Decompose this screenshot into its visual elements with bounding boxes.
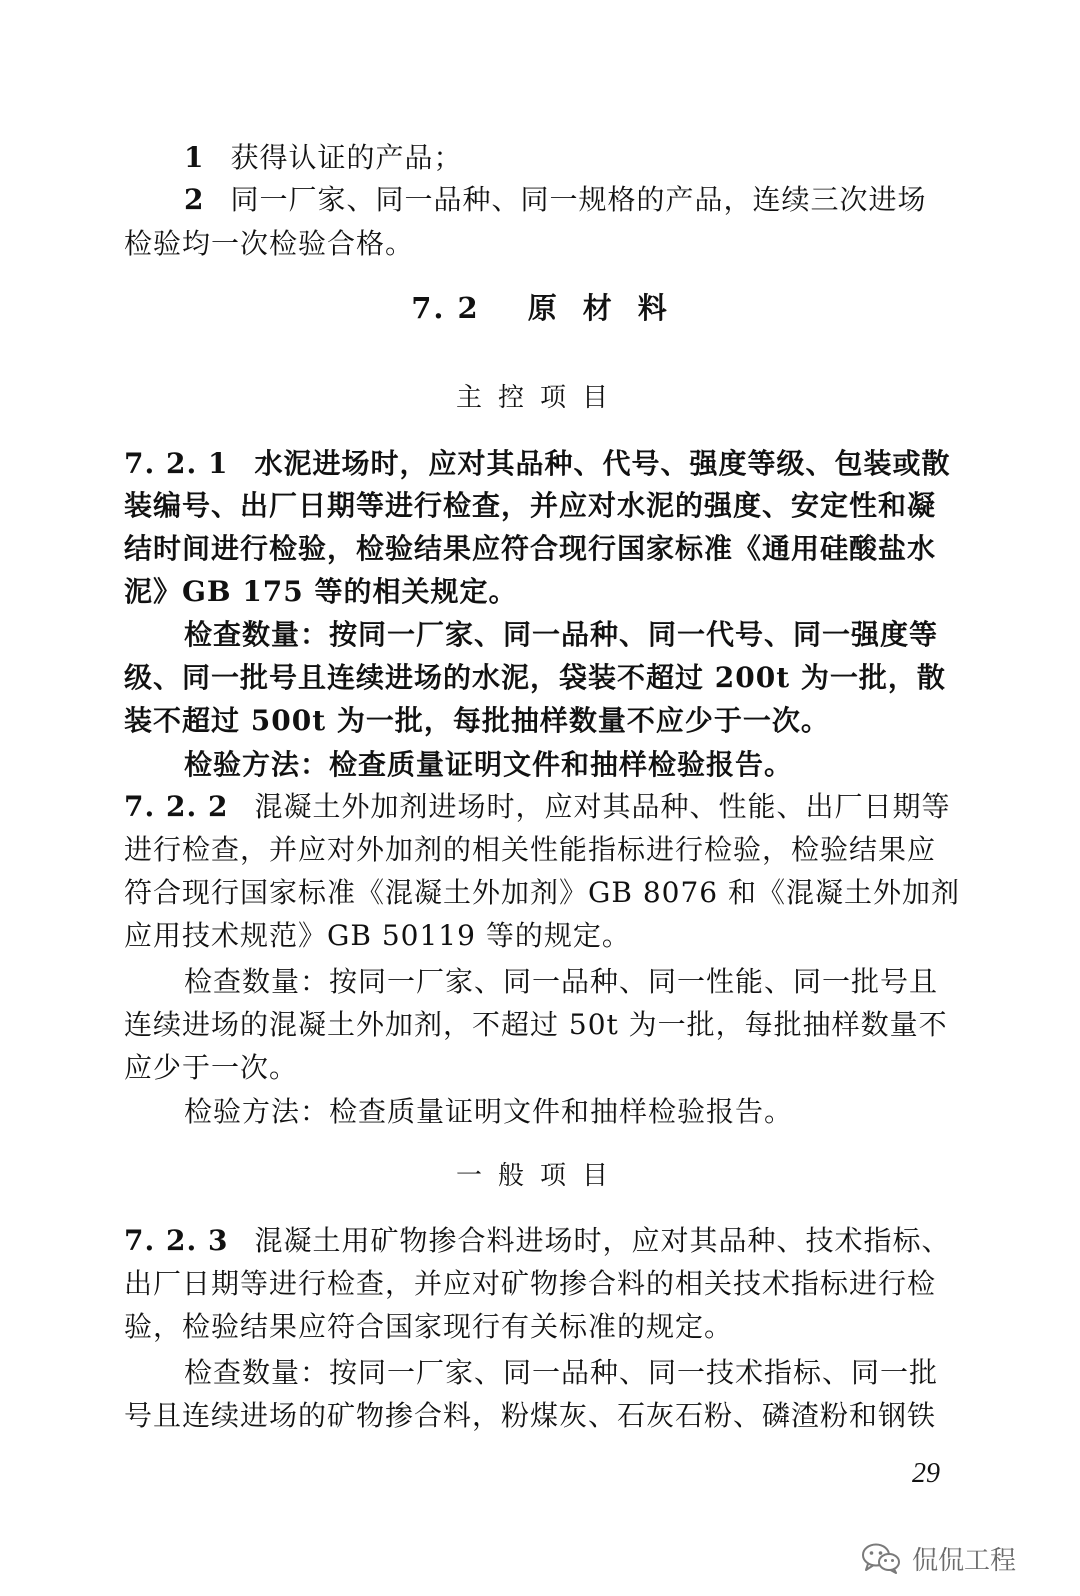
clause-722-check-qty-2: 连续进场的混凝土外加剂，不超过 50t 为一批，每批抽样数量不: [124, 1008, 948, 1041]
watermark-text: 侃侃工程: [912, 1545, 1017, 1576]
list-item-1: 1 获得认证的产品；: [184, 141, 463, 174]
page-number: 29: [912, 1458, 940, 1489]
clause-722-line-2: 进行检查，并应对外加剂的相关性能指标进行检验，检验结果应: [124, 833, 937, 866]
clause-721-line-4: 泥》GB 175 等的相关规定。: [124, 575, 518, 608]
clause-722-line-1: 7. 2. 2 混凝土外加剂进场时，应对其品种、性能、出厂日期等: [124, 790, 951, 823]
clause-723-line-3: 验，检验结果应符合国家现行有关标准的规定。: [124, 1310, 734, 1343]
clause-721-check-qty-3: 装不超过 500t 为一批，每批抽样数量不应少于一次。: [124, 704, 830, 737]
clause-721-check-qty-2: 级、同一批号且连续进场的水泥，袋装不超过 200t 为一批，散: [124, 661, 946, 694]
clause-722-check-method: 检验方法：检查质量证明文件和抽样检验报告。: [184, 1095, 794, 1128]
clause-723-line-1: 7. 2. 3 混凝土用矿物掺合料进场时，应对其品种、技术指标、: [124, 1224, 951, 1257]
clause-723-line-2: 出厂日期等进行检查，并应对矿物掺合料的相关技术指标进行检: [124, 1267, 937, 1300]
wechat-icon: [860, 1542, 902, 1574]
clause-721-check-method: 检验方法：检查质量证明文件和抽样检验报告。: [184, 748, 794, 781]
clause-723-check-qty-1: 检查数量：按同一厂家、同一品种、同一技术指标、同一批: [184, 1356, 939, 1389]
clause-721-line-2: 装编号、出厂日期等进行检查，并应对水泥的强度、安定性和凝: [124, 489, 937, 522]
list-item-2: 2 同一厂家、同一品种、同一规格的产品，连续三次进场: [184, 183, 927, 216]
subheading-main-control: 主控项目: [455, 383, 624, 413]
clause-721-line-3: 结时间进行检验，检验结果应符合现行国家标准《通用硅酸盐水: [124, 532, 937, 565]
clause-722-line-3: 符合现行国家标准《混凝土外加剂》GB 8076 和《混凝土外加剂: [124, 876, 961, 909]
subheading-general: 一般项目: [455, 1161, 624, 1191]
list-item-2-cont: 检验均一次检验合格。: [124, 227, 415, 260]
section-title: 7. 2 原 材 料: [411, 291, 669, 325]
clause-722-check-qty-1: 检查数量：按同一厂家、同一品种、同一性能、同一批号且: [184, 965, 939, 998]
clause-722-line-4: 应用技术规范》GB 50119 等的规定。: [124, 919, 631, 952]
clause-723-check-qty-2: 号且连续进场的矿物掺合料，粉煤灰、石灰石粉、磷渣粉和钢铁: [124, 1399, 937, 1432]
clause-722-check-qty-3: 应少于一次。: [124, 1051, 299, 1084]
clause-721-line-1: 7. 2. 1 水泥进场时，应对其品种、代号、强度等级、包装或散: [124, 447, 951, 480]
clause-721-check-qty-1: 检查数量：按同一厂家、同一品种、同一代号、同一强度等: [184, 618, 939, 651]
watermark: [860, 1538, 1016, 1578]
